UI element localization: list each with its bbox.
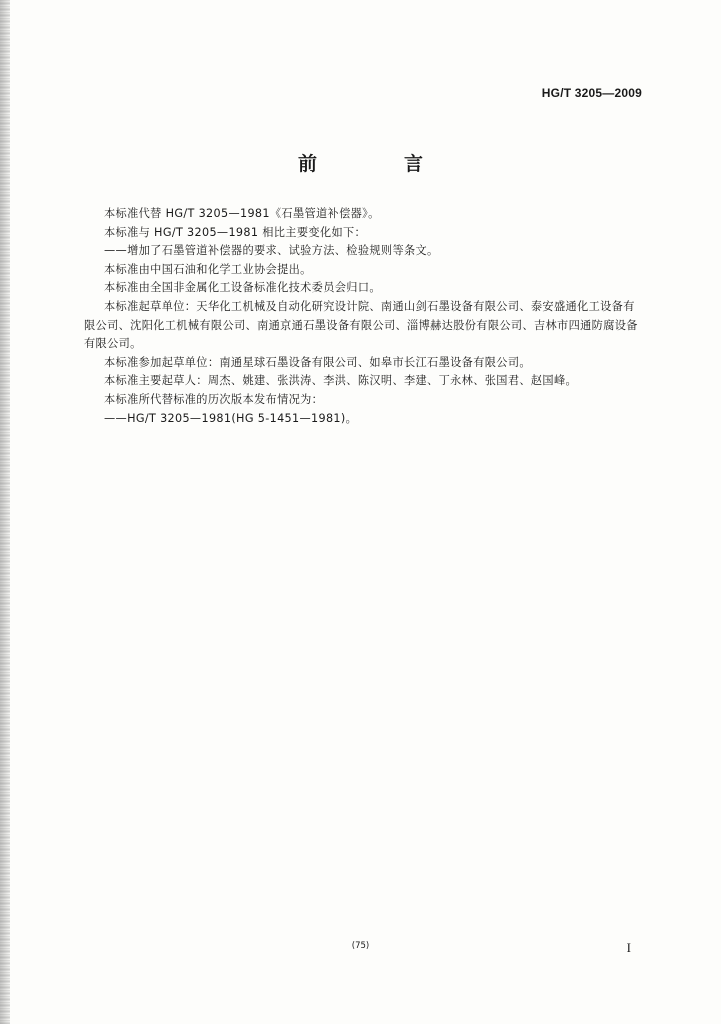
paragraph-change-item: ——增加了石墨管道补偿器的要求、试验方法、检验规则等条文。	[104, 244, 439, 258]
section-title: 前 言	[297, 153, 457, 175]
paragraph-proposed-by: 本标准由中国石油和化学工业协会提出。	[104, 262, 312, 276]
page-number: (75)	[351, 941, 370, 951]
paragraph-replaces: 本标准代替 HG/T 3205—1981《石墨管道补偿器》。	[104, 207, 380, 220]
paragraph-previous-editions: 本标准所代替标准的历次版本发布情况为：	[104, 392, 324, 406]
paragraph-drafters: 本标准主要起草人：周杰、姚建、张洪涛、李洪、陈汉明、李建、丁永林、张国君、赵国峰。	[104, 374, 578, 388]
paragraph-centralized-by: 本标准由全国非金属化工设备标准化技术委员会归口。	[104, 281, 381, 295]
paragraph-previous-edition-item: ——HG/T 3205—1981(HG 5-1451—1981)。	[104, 411, 358, 425]
roman-folio: I	[626, 940, 631, 955]
standard-code: HG/T 3205—2009	[541, 86, 642, 100]
paragraph-drafting-units: 本标准起草单位：天华化工机械及自动化研究设计院、南通山剑石墨设备有限公司、泰安盛通化工设备有限公司、沈阳化工机械有限公司、南通京通石墨设备有限公司、淄博赫达股份有限公司、吉林市四通防腐设备有限公司。	[84, 299, 638, 351]
foreword-body	[84, 205, 639, 428]
paragraph-participating-units: 本标准参加起草单位：南通星球石墨设备有限公司、如皋市长江石墨设备有限公司。	[104, 355, 531, 369]
paragraph-changes-intro: 本标准与 HG/T 3205—1981 相比主要变化如下：	[104, 225, 367, 239]
